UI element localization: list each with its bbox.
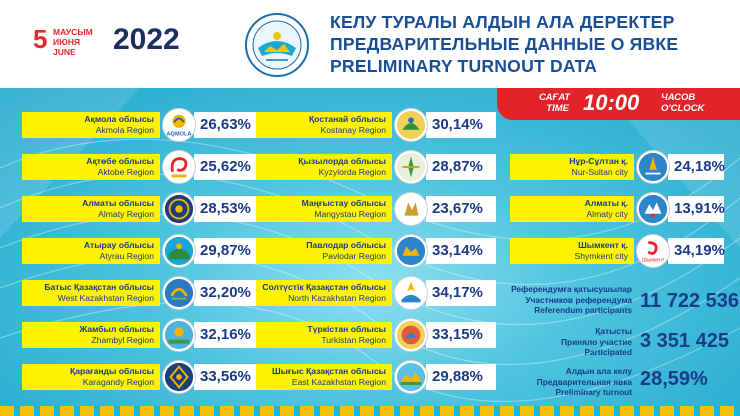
region-name-en: Aktobe Region [97, 167, 154, 177]
karagandy-emblem-icon [162, 360, 196, 394]
participated-label [432, 326, 632, 358]
participants-label-en: Referendum participants [534, 305, 632, 315]
region-label [256, 112, 392, 138]
time-banner [497, 88, 740, 120]
region-label [256, 238, 392, 264]
region-label [256, 154, 392, 180]
region-name-en: Akmola Region [95, 125, 154, 135]
region-row [22, 196, 266, 222]
region-row [256, 154, 496, 180]
participants-label-kz: Референдумға қатысушылар [511, 284, 632, 294]
akmola-logo-text: AQMOLA [166, 131, 192, 138]
region-name-kz: Қостанай облысы [308, 114, 386, 124]
region-turnout: 34,17% [426, 280, 496, 306]
region-label [22, 364, 160, 390]
region-name-en: East Kazakhstan Region [291, 377, 386, 387]
time-label-ru: ЧАСОВ [661, 92, 696, 103]
city-label [510, 154, 634, 180]
atyrau-emblem-icon [162, 234, 196, 268]
north-kz-emblem-icon [394, 276, 428, 310]
region-name-en: Pavlodar Region [322, 251, 386, 261]
region-turnout: 30,14% [426, 112, 496, 138]
time-label-kz: САҒАТ [539, 92, 571, 103]
region-turnout: 33,15% [426, 322, 496, 348]
shymkent-logo-text: Шымкент [641, 257, 665, 264]
participated-label-ru: Приняло участие [561, 336, 632, 347]
region-name-kz: Атырау облысы [83, 240, 154, 250]
region-name-kz: Батыс Қазақстан облысы [44, 282, 154, 292]
date-year: 2022 [113, 23, 180, 56]
region-row [256, 112, 496, 138]
time-label-en: TIME [546, 103, 569, 114]
region-row [22, 322, 266, 348]
title-en: PRELIMINARY TURNOUT DATA [330, 56, 598, 76]
region-row [22, 112, 266, 138]
region-label [22, 154, 160, 180]
west-kz-emblem-icon [162, 276, 196, 310]
region-name-en: North Kazakhstan Region [288, 293, 386, 303]
region-name-en: Atyrau Region [99, 251, 154, 261]
city-turnout: 24,18% [668, 154, 724, 180]
turnout-label [432, 366, 632, 398]
region-label [256, 364, 392, 390]
region-label [22, 322, 160, 348]
region-turnout: 29,88% [426, 364, 496, 390]
region-row [256, 238, 496, 264]
region-label [22, 238, 160, 264]
region-label [256, 322, 392, 348]
city-label [510, 238, 634, 264]
region-name-kz: Түркістан облысы [307, 324, 386, 334]
region-label [22, 112, 160, 138]
mangystau-emblem-icon [394, 192, 428, 226]
city-row [510, 238, 724, 264]
region-row [22, 280, 266, 306]
city-name-en: Almaty city [586, 209, 628, 219]
region-name-kz: Қызылорда облысы [298, 156, 386, 166]
region-name-en: Kostanay Region [320, 125, 386, 135]
kostanay-emblem-icon [394, 108, 428, 142]
page-title [330, 11, 678, 77]
turnout-label-kz: Алдын ала келу [565, 366, 632, 376]
participants-label-ru: Участников референдума [525, 294, 632, 305]
pavlodar-emblem-icon [394, 234, 428, 268]
region-name-kz: Павлодар облысы [306, 240, 386, 250]
turkistan-emblem-icon [394, 318, 428, 352]
city-name-en: Nur-Sultan city [571, 167, 628, 177]
time-label-left [539, 92, 569, 114]
city-row [510, 196, 724, 222]
city-turnout: 13,91% [668, 196, 724, 222]
city-name-kz: Алматы қ. [584, 198, 628, 208]
region-turnout: 28,87% [426, 154, 496, 180]
region-label [22, 196, 160, 222]
region-name-kz: Алматы облысы [82, 198, 154, 208]
region-label [256, 280, 392, 306]
region-name-en: Karagandy Region [82, 377, 154, 387]
region-name-kz: Шығыс Қазақстан облысы [271, 366, 386, 376]
region-turnout: 32,16% [194, 322, 266, 348]
region-turnout: 33,14% [426, 238, 496, 264]
region-name-kz: Ақтөбе облысы [86, 156, 154, 166]
region-name-kz: Жамбыл облысы [79, 324, 154, 334]
region-turnout: 26,63% [194, 112, 266, 138]
region-turnout: 23,67% [426, 196, 496, 222]
month-kz: МАУСЫМ [53, 27, 93, 37]
time-value: 10:00 [583, 90, 640, 115]
city-label [510, 196, 634, 222]
participants-value: 11 722 536 [640, 290, 739, 312]
city-row [510, 154, 724, 180]
region-turnout: 33,56% [194, 364, 266, 390]
participants-label [432, 284, 632, 316]
zhambyl-emblem-icon [162, 318, 196, 352]
akmola-logo-icon [162, 108, 196, 142]
participated-value: 3 351 425 [640, 330, 729, 352]
region-row [22, 364, 266, 390]
participated-label-kz: Қатысты [595, 326, 632, 336]
turnout-label-ru: Предварительная явка [536, 376, 632, 387]
cec-emblem-icon [244, 12, 310, 78]
date-months [53, 27, 93, 57]
region-row [22, 238, 266, 264]
region-row [256, 196, 496, 222]
nur-sultan-emblem-icon [636, 150, 670, 184]
title-ru: ПРЕДВАРИТЕЛЬНЫЕ ДАННЫЕ О ЯВКЕ [330, 34, 679, 54]
bottom-stripe [0, 406, 740, 416]
month-en: JUNE [53, 47, 76, 57]
region-turnout: 25,62% [194, 154, 266, 180]
region-turnout: 29,87% [194, 238, 266, 264]
turnout-value: 28,59% [640, 368, 708, 390]
region-name-en: West Kazakhstan Region [57, 293, 154, 303]
region-name-kz: Қарағанды облысы [69, 366, 154, 376]
region-name-kz: Солтүстік Қазақстан облысы [262, 282, 386, 292]
date-day: 5 [33, 24, 48, 54]
region-name-en: Kyzylorda Region [318, 167, 386, 177]
city-name-kz: Нұр-Сұлтан қ. [569, 156, 628, 166]
city-name-kz: Шымкент қ. [578, 240, 628, 250]
city-turnout: 34,19% [668, 238, 724, 264]
city-name-en: Shymkent city [574, 251, 628, 261]
header [0, 0, 740, 88]
kyzylorda-emblem-icon [394, 150, 428, 184]
region-name-en: Turkistan Region [321, 335, 386, 345]
region-name-en: Mangystau Region [314, 209, 386, 219]
region-turnout: 32,20% [194, 280, 266, 306]
title-kz: КЕЛУ ТУРАЛЫ АЛДЫН АЛА ДЕРЕКТЕР [330, 12, 675, 32]
participated-label-en: Participated [584, 347, 632, 357]
aktobe-logo-icon [162, 150, 196, 184]
region-name-en: Almaty Region [98, 209, 154, 219]
almaty-city-emblem-icon [636, 192, 670, 226]
turnout-label-en: Preliminary turnout [555, 387, 632, 397]
region-label [256, 196, 392, 222]
region-turnout: 28,53% [194, 196, 266, 222]
region-name-kz: Маңғыстау облысы [301, 198, 386, 208]
region-name-kz: Ақмола облысы [84, 114, 154, 124]
east-kz-emblem-icon [394, 360, 428, 394]
almaty-region-emblem-icon [162, 192, 196, 226]
time-label-en2: O'CLOCK [661, 103, 705, 114]
region-name-en: Zhambyl Region [91, 335, 154, 345]
month-ru: ИЮНЯ [53, 37, 81, 47]
region-row [22, 154, 266, 180]
time-label-right [661, 92, 704, 114]
shymkent-logo-icon [636, 234, 670, 268]
region-label [22, 280, 160, 306]
